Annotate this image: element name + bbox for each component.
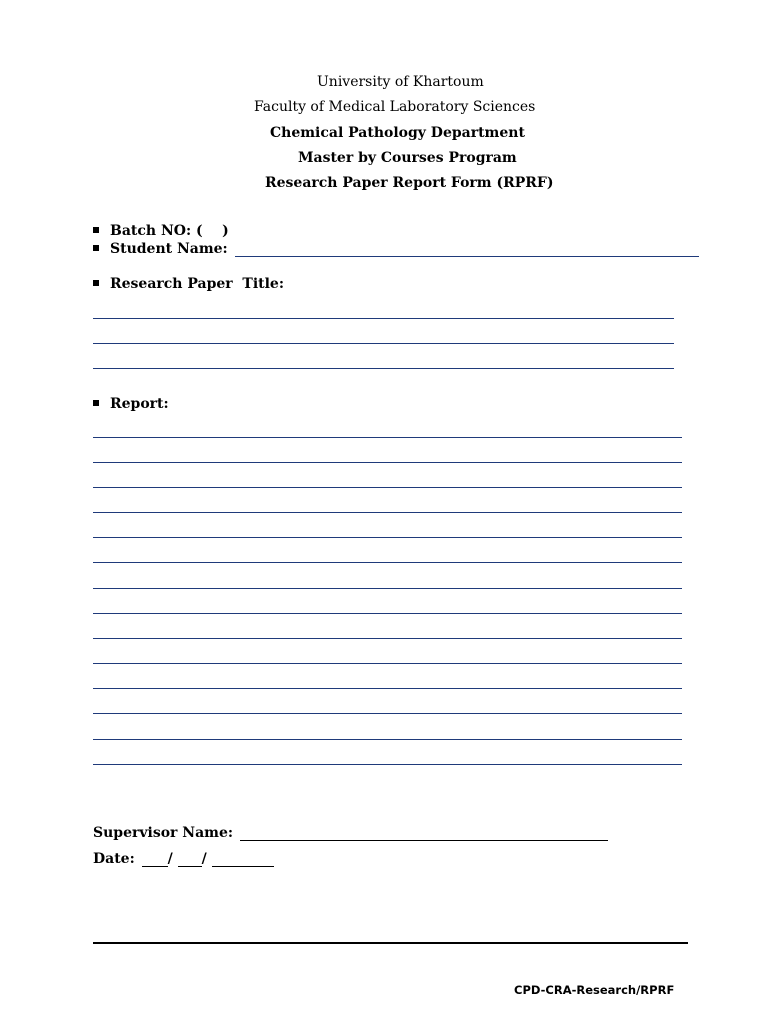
bullet-icon — [93, 400, 99, 406]
bullet-icon — [93, 227, 99, 233]
report-line-4[interactable] — [93, 512, 682, 513]
report-line-10[interactable] — [93, 663, 682, 664]
report-line-8[interactable] — [93, 613, 682, 614]
report-line-7[interactable] — [93, 588, 682, 589]
student-name-label: Student Name: — [110, 241, 228, 257]
batch-field — [93, 223, 229, 239]
footer-divider — [93, 942, 688, 944]
form-title-text: Research Paper Report Form (RPRF) — [265, 175, 554, 191]
report-line-1[interactable] — [93, 437, 682, 438]
report-line-13[interactable] — [93, 739, 682, 740]
university-text: University of Khartoum — [317, 74, 484, 90]
faculty-text: Faculty of Medical Laboratory Sciences — [254, 99, 536, 115]
title-line-3[interactable] — [93, 368, 674, 369]
report-line-2[interactable] — [93, 462, 682, 463]
batch-label: Batch NO: ( ) — [110, 223, 229, 239]
title-line-2[interactable] — [93, 343, 674, 344]
student-name-blank[interactable] — [235, 242, 699, 257]
date-separator: / — [201, 851, 207, 867]
supervisor-name-blank[interactable] — [240, 826, 608, 841]
title-label: Research Paper Title: — [110, 276, 284, 292]
report-line-6[interactable] — [93, 562, 682, 563]
bullet-icon — [93, 245, 99, 251]
department-text: Chemical Pathology Department — [270, 125, 525, 141]
report-line-9[interactable] — [93, 638, 682, 639]
date-year-blank[interactable] — [212, 852, 274, 867]
date-month-blank[interactable] — [178, 852, 202, 867]
bullet-icon — [93, 280, 99, 286]
program-text: Master by Courses Program — [298, 150, 517, 166]
report-field — [93, 396, 169, 412]
title-line-1[interactable] — [93, 318, 674, 319]
date-field — [93, 851, 274, 867]
report-label: Report: — [110, 396, 169, 412]
date-separator: / — [167, 851, 173, 867]
title-field — [93, 276, 284, 292]
report-line-14[interactable] — [93, 764, 682, 765]
date-day-blank[interactable] — [142, 852, 168, 867]
supervisor-field — [93, 825, 608, 841]
student-name-field — [93, 241, 699, 257]
supervisor-label: Supervisor Name: — [93, 825, 234, 841]
report-line-3[interactable] — [93, 487, 682, 488]
form-code: CPD-CRA-Research/RPRF — [514, 983, 675, 997]
date-label: Date: — [93, 851, 135, 867]
report-line-12[interactable] — [93, 713, 682, 714]
report-line-11[interactable] — [93, 688, 682, 689]
report-line-5[interactable] — [93, 537, 682, 538]
